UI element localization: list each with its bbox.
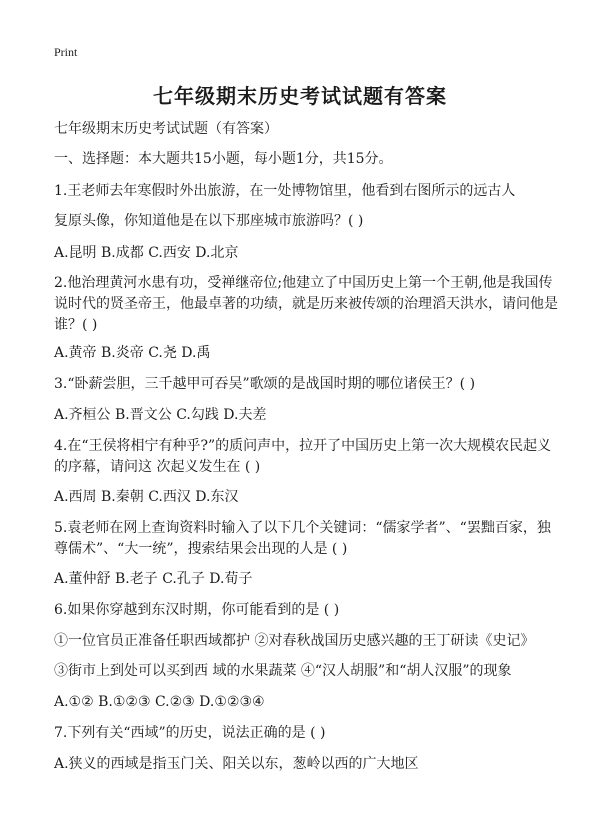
question-4-line-1: 4.在“王侯将相宁有种乎?”的质问声中，拉开了中国历史上第一次大规模农民起义 <box>54 438 552 454</box>
print-link[interactable]: Print <box>54 45 78 59</box>
question-1-options: A.昆明 B.成都 C.西安 D.北京 <box>54 245 239 261</box>
question-1-line-2: 复原头像，你知道他是在以下那座城市旅游吗？( ) <box>54 213 364 229</box>
question-4-options: A.西周 B.秦朝 C.西汉 D.东汉 <box>54 489 239 505</box>
question-3-options: A.齐桓公 B.晋文公 C.勾践 D.夫差 <box>54 407 267 423</box>
question-5-line-2: 尊儒术”、“大一统”，搜索结果会出现的人是 ( ) <box>54 541 348 557</box>
question-6-line-3: ③街市上到处可以买到西 域的水果蔬菜 ④“汉人胡服”和“胡人汉服”的现象 <box>54 663 512 679</box>
question-2-line-2: 说时代的贤圣帝王，他最卓著的功绩，就是历来被传颂的治理滔天洪水，请问他是 <box>54 296 558 312</box>
document-subtitle: 七年级期末历史考试试题（有答案） <box>54 121 278 137</box>
section-heading: 一、选择题：本大题共15小题，每小题1分，共15分。 <box>54 151 393 167</box>
question-6-options: A.①② B.①②③ C.②③ D.①②③④ <box>54 694 265 710</box>
question-7-line-1: 7.下列有关“西域”的历史，说法正确的是 ( ) <box>54 725 326 741</box>
question-2-options: A.黄帝 B.炎帝 C.尧 D.禹 <box>54 345 211 361</box>
question-5-line-1: 5.袁老师在网上查询资料时输入了以下几个关键词：“儒家学者”、“罢黜百家，独 <box>54 520 551 536</box>
question-7-options: A.狭义的西域是指玉门关、阳关以东，葱岭以西的广大地区 <box>54 756 419 772</box>
question-4-line-2: 的序幕，请问这 次起义发生在 ( ) <box>54 459 261 475</box>
question-5-options: A.董仲舒 B.老子 C.孔子 D.荀子 <box>54 571 253 587</box>
question-6-line-2: ①一位官员正准备任职西域都护 ②对春秋战国历史感兴趣的王丁研读《史记》 <box>54 633 535 649</box>
document-title: 七年级期末历史考试试题有答案 <box>153 84 447 108</box>
question-2-line-1: 2.他治理黄河水患有功，受禅继帝位;他建立了中国历史上第一个王朝,他是我国传 <box>54 275 553 291</box>
question-6-line-1: 6.如果你穿越到东汉时期，你可能看到的是 ( ) <box>54 602 340 618</box>
question-3-line-1: 3.“卧薪尝胆，三千越甲可吞吴”歌颂的是战国时期的哪位诸侯王？( ) <box>54 376 476 392</box>
question-1-line-1: 1.王老师去年寒假时外出旅游，在一处博物馆里，他看到右图所示的远古人 <box>54 183 516 199</box>
question-2-line-3: 谁？( ) <box>54 317 98 333</box>
